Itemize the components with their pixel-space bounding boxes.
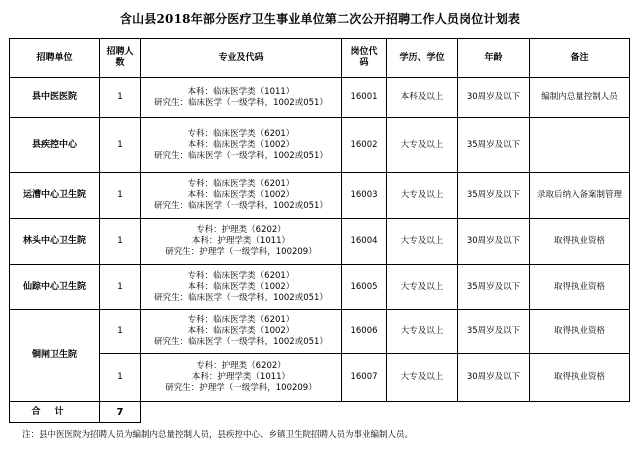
major-line: 专科：临床医学类（6201） [187,128,295,139]
major-line: 本科：临床医学类（1002） [187,326,295,336]
header-edu: 学历、学位 [387,39,458,78]
age-cell: 35周岁及以下 [458,265,530,310]
count-cell: 1 [100,118,141,173]
code-cell: 16001 [342,78,387,118]
major-line: 研究生：临床医学（一级学科，1002或051） [154,150,328,161]
edu-cell: 大专及以上 [387,354,458,402]
header-age: 年龄 [458,39,530,78]
table-row [10,118,630,173]
major-line: 研究生：临床医学（一级学科，1002或051） [154,292,328,303]
major-cell [141,310,342,354]
remark-cell: 录取后纳入备案制管理 [530,173,630,219]
major-cell [141,219,342,265]
major-line: 本科：临床医学类（1011） [187,86,295,97]
code-cell: 16005 [342,265,387,310]
major-line: 研究生：护理学（一级学科，100209） [165,383,317,393]
header-count: 招聘人数 [100,39,141,78]
major-line: 专科：临床医学类（6201） [187,315,295,325]
major-line: 本科：护理学类（1011） [191,372,291,382]
edu-cell: 大专及以上 [387,265,458,310]
major-line: 专科：临床医学类（6201） [187,179,295,189]
total-value: 7 [100,402,141,423]
total-label: 合计 [10,402,100,423]
header-code: 岗位代码 [342,39,387,78]
table-row [10,78,630,118]
major-line: 研究生：临床医学（一级学科，1002或051） [154,201,328,211]
age-cell: 30周岁及以下 [458,219,530,265]
header-major: 专业及代码 [141,39,342,78]
remark-cell: 编制内总量控制人员 [530,78,630,118]
count-cell: 1 [100,354,141,402]
major-line: 研究生：护理学（一级学科，100209） [165,247,317,257]
footnote: 注：县中医医院为招聘人员为编制内总量控制人员，县疾控中心、乡镇卫生院招聘人员为事业编制人员。 [22,430,414,440]
count-cell: 1 [100,265,141,310]
recruitment-table [9,38,630,423]
count-cell: 1 [100,310,141,354]
unit-cell: 县中医医院 [10,78,100,118]
code-cell: 16002 [342,118,387,173]
count-cell: 1 [100,219,141,265]
unit-cell: 运漕中心卫生院 [10,173,100,219]
code-cell: 16007 [342,354,387,402]
major-cell [141,118,342,173]
count-cell: 1 [100,78,141,118]
edu-cell: 大专及以上 [387,310,458,354]
code-cell: 16006 [342,310,387,354]
code-cell: 16003 [342,173,387,219]
unit-cell: 仙踪中心卫生院 [10,265,100,310]
edu-cell: 大专及以上 [387,219,458,265]
age-cell: 35周岁及以下 [458,310,530,354]
major-line: 本科：临床医学类（1002） [187,139,295,150]
major-line: 研究生：临床医学（一级学科，1002或051） [154,337,328,347]
remark-cell: 取得执业资格 [530,219,630,265]
major-line: 专科：临床医学类（6201） [187,270,295,281]
unit-cell: 县疾控中心 [10,118,100,173]
page-title: 含山县2018年部分医疗卫生事业单位第二次公开招聘工作人员岗位计划表 [119,12,521,26]
total-empty [141,402,630,423]
code-cell: 16004 [342,219,387,265]
unit-cell: 林头中心卫生院 [10,219,100,265]
table-row [10,354,630,402]
age-cell: 30周岁及以下 [458,354,530,402]
major-line: 研究生：临床医学（一级学科，1002或051） [154,97,328,108]
major-cell [141,265,342,310]
header-unit: 招聘单位 [10,39,100,78]
header-row [10,39,630,78]
table-row [10,265,630,310]
edu-cell: 大专及以上 [387,118,458,173]
remark-cell: 取得执业资格 [530,265,630,310]
header-remark: 备注 [530,39,630,78]
table-row [10,310,630,354]
major-cell [141,173,342,219]
remark-cell: 取得执业资格 [530,354,630,402]
major-line: 本科：护理学类（1011） [191,236,291,246]
major-line: 本科：临床医学类（1002） [187,281,295,292]
count-cell: 1 [100,173,141,219]
major-cell [141,78,342,118]
age-cell: 35周岁及以下 [458,118,530,173]
age-cell: 35周岁及以下 [458,173,530,219]
remark-cell [530,118,630,173]
total-row [10,402,630,423]
unit-cell: 铜闸卫生院 [10,310,100,402]
major-line: 本科：临床医学类（1002） [187,190,295,200]
major-cell [141,354,342,402]
major-line: 专科：护理类（6202） [196,361,286,371]
table-row [10,173,630,219]
table-row [10,219,630,265]
major-line: 专科：护理类（6202） [196,225,286,235]
edu-cell: 本科及以上 [387,78,458,118]
age-cell: 30周岁及以下 [458,78,530,118]
remark-cell: 取得执业资格 [530,310,630,354]
edu-cell: 大专及以上 [387,173,458,219]
